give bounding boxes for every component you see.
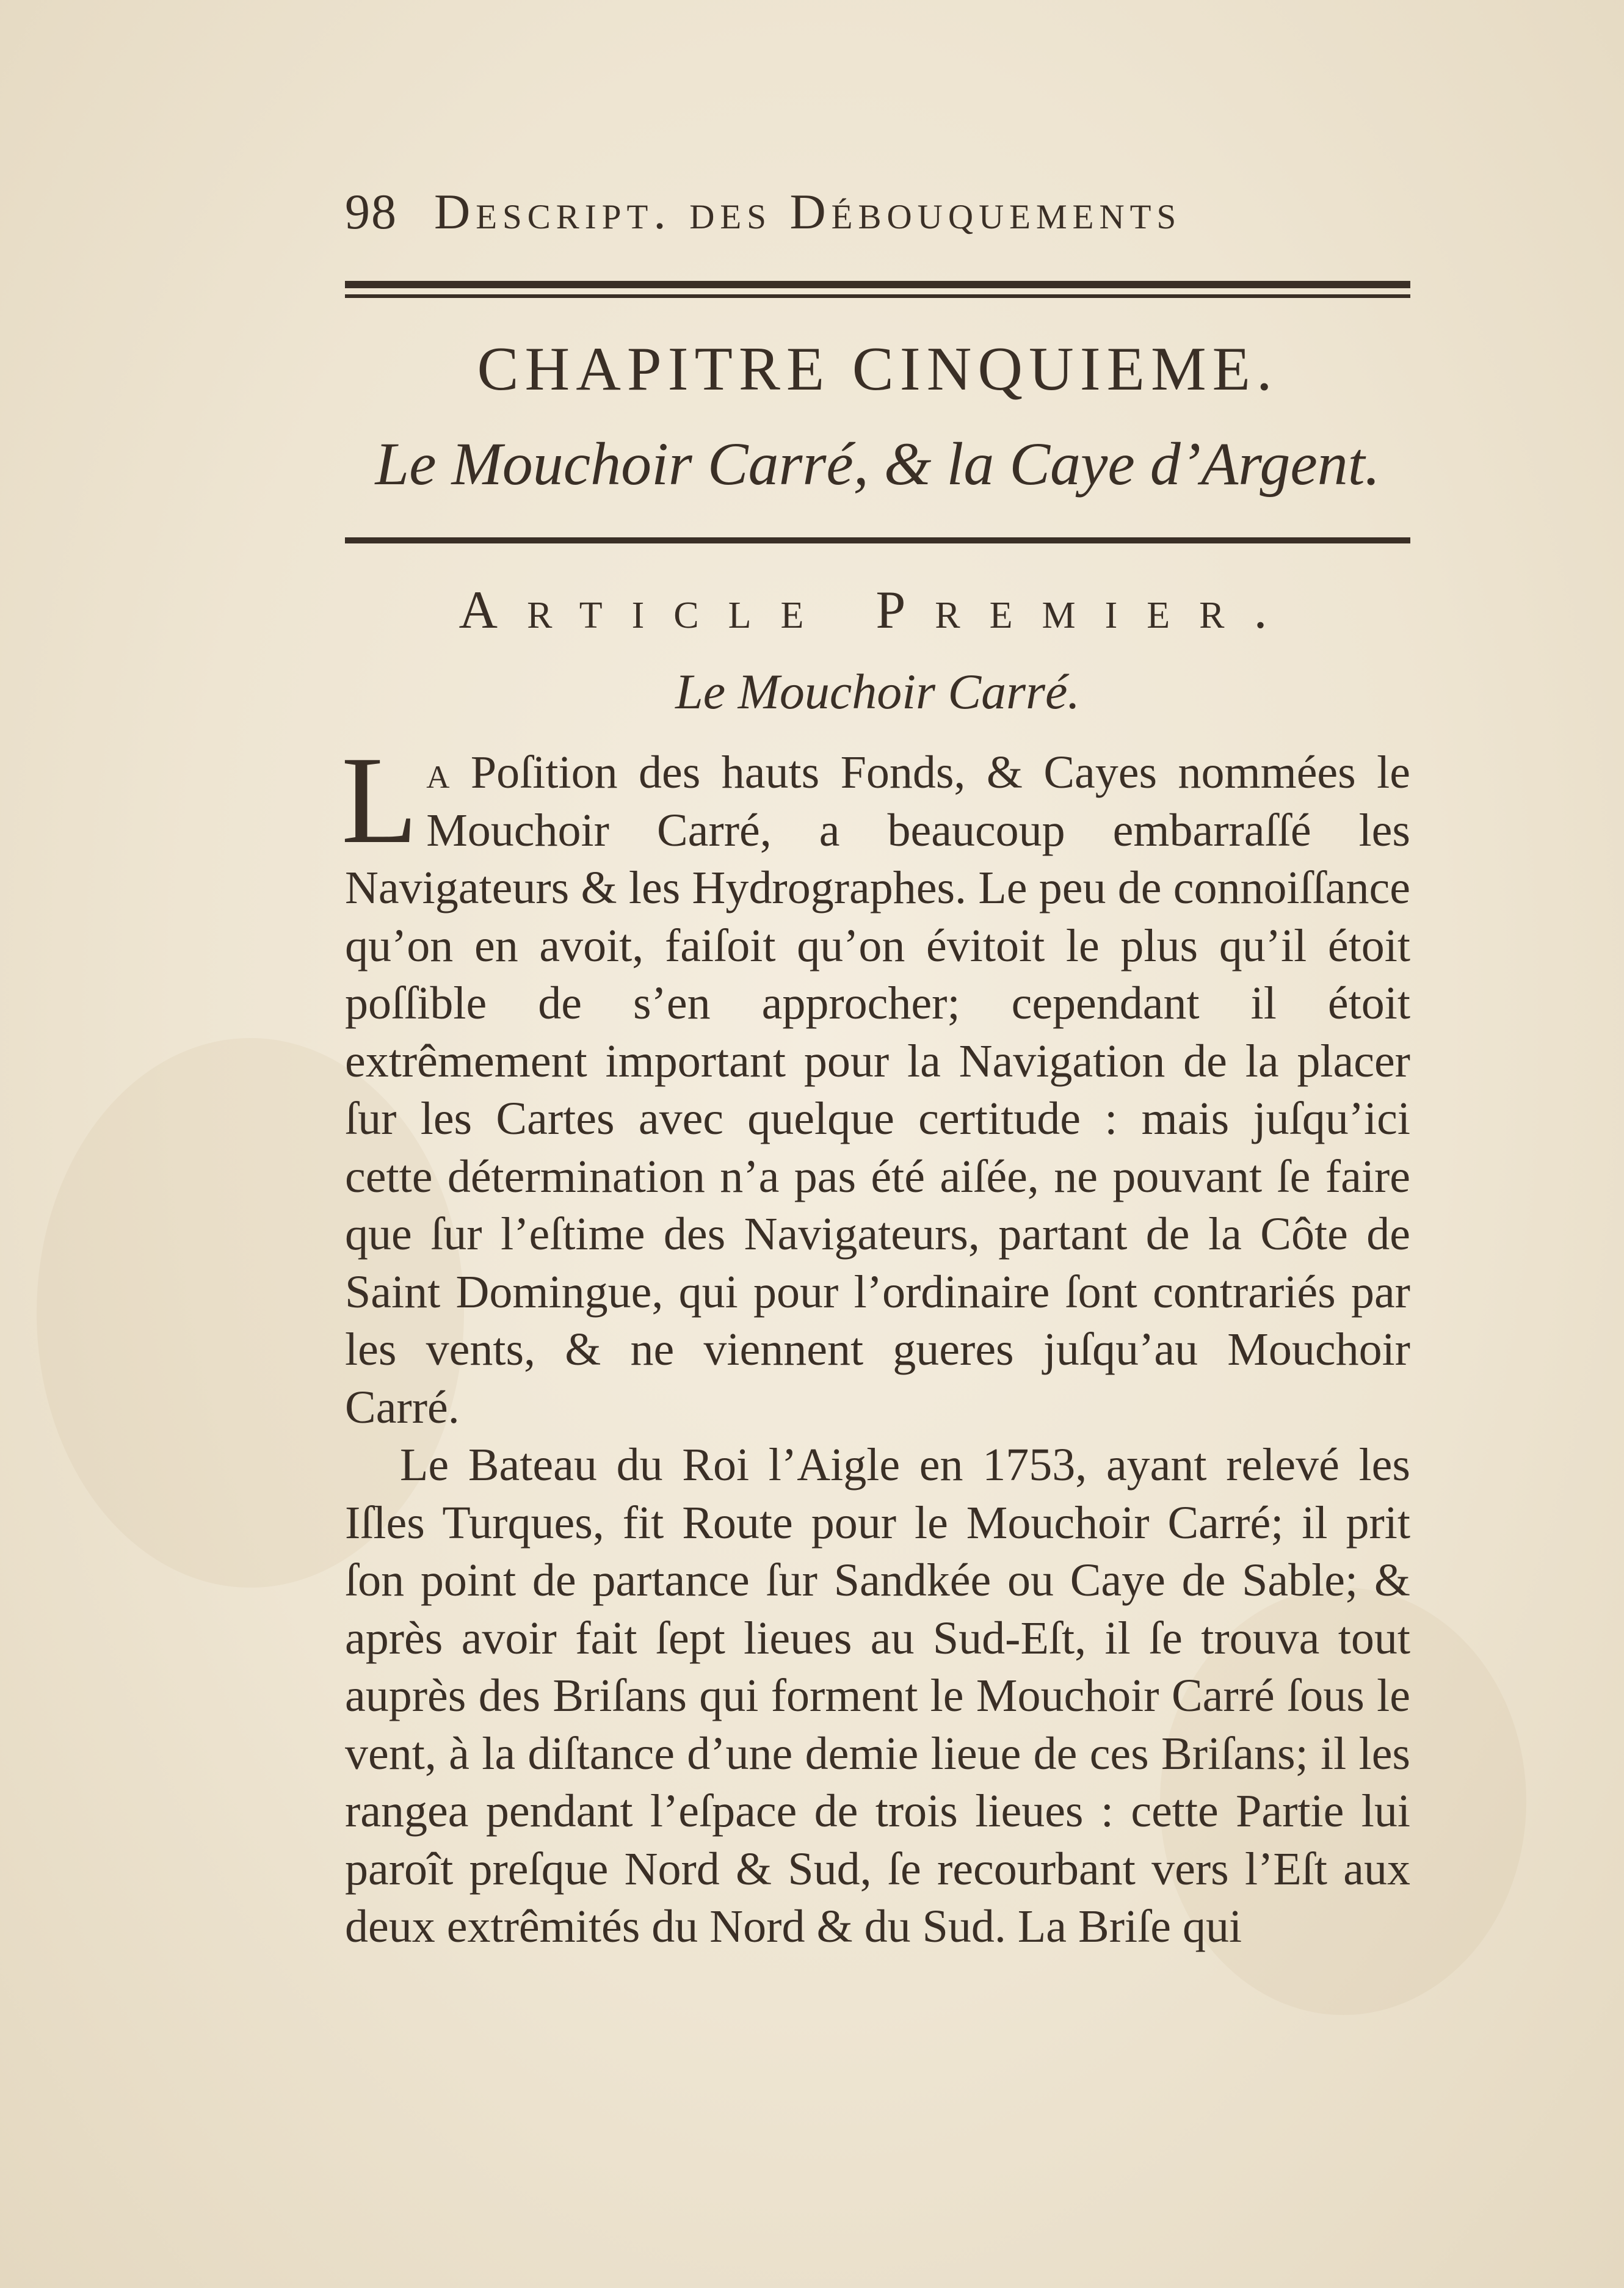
running-title: Descript. des Débouquements [434, 184, 1182, 239]
paragraph-2: Le Bateau du Roi l’Aigle en 1753, ayant relevé les Iſles Turques, fit Route pour le Mouchoir Carré; il prit ſon point de partance ſur Sandkée ou Caye de Sable; & après avoir fait ſept lieues au Sud-Eſt, il ſe trouva tout auprès des Briſans qui forment le Mouchoir Carré ſous le vent, à la diſtance d’une demie lieue de ces Briſans; il les rangea pendant l’eſpace de trois lieues : cette Partie lui paroît preſque Nord & Sud, ſe recourbant vers l’Eſt aux deux extrêmités du Nord & du Sud. La Briſe qui [345, 1439, 1410, 1952]
chapter-subtitle: Le Mouchoir Carré, & la Caye d’Argent. [375, 430, 1380, 498]
section-rule [345, 537, 1410, 543]
chapter-title: CHAPITRE CINQUIEME. [477, 335, 1278, 404]
body-text [341, 731, 1410, 1956]
first-word: a [426, 747, 450, 798]
double-rule-divider [345, 281, 1410, 305]
article-heading: Article Premier. [459, 581, 1297, 640]
thick-rule [345, 281, 1410, 288]
paragraph-1 [341, 731, 1410, 1436]
thin-rule [345, 294, 1410, 298]
paragraph-1-text: Poſition des hauts Fonds, & Cayes nommées le Mouchoir Carré, a beaucoup embarraſſé les Navigateurs & les Hydrographes. Le peu de connoiſſance qu’on en avoit, faiſoit qu’on évitoit le plus qu’il étoit poſſible de s’en approcher; cependant il étoit extrêmement important pour la Navigation de la placer ſur les Cartes avec quelque certitude : mais juſqu’ici cette détermination n’a pas été aiſée, ne pouvant ſe faire que ſur l’eſtime des Navigateurs, partant de la Côte de Saint Domingue, qui pour l’ordinaire ſont contrariés par les vents, & ne viennent gueres juſqu’au Mouchoir Carré. [345, 747, 1410, 1433]
article-subheading: Le Mouchoir Carré. [675, 664, 1080, 719]
drop-cap: L [341, 731, 418, 870]
page-number: 98 [345, 184, 397, 239]
text-block [341, 183, 1410, 1956]
running-head [345, 183, 1410, 250]
